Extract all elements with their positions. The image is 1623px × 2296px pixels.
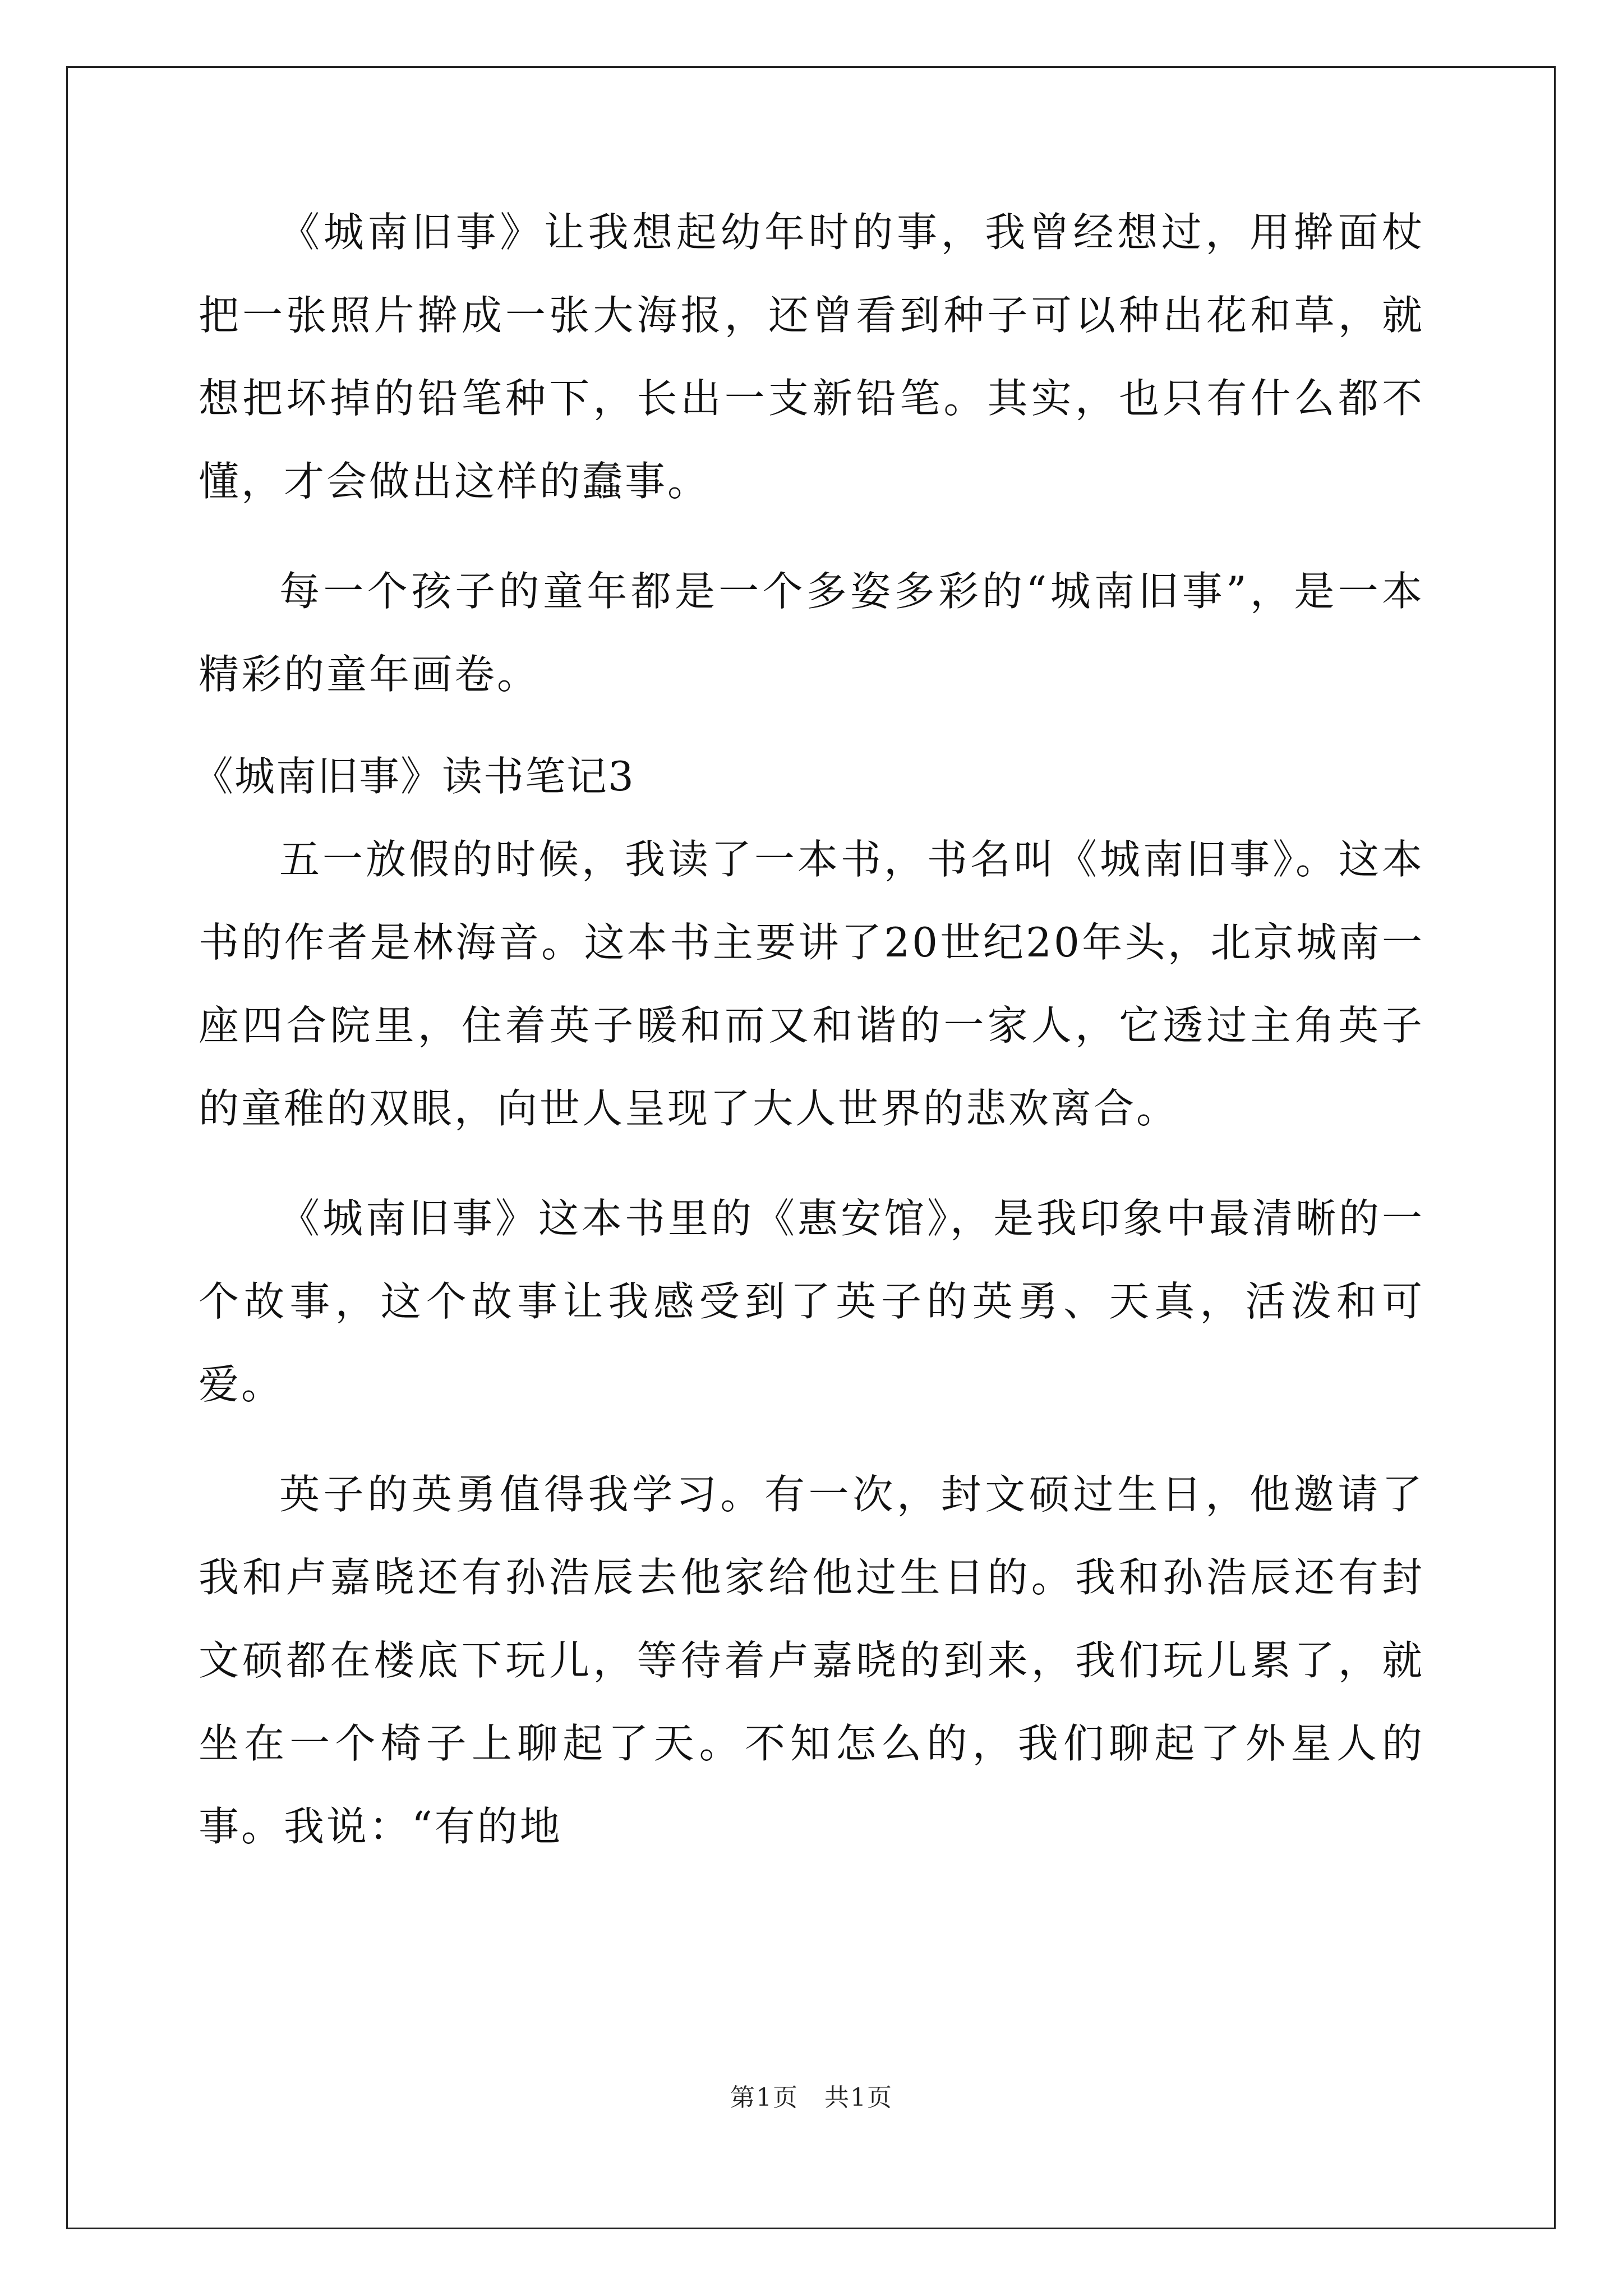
section-heading: 《城南旧事》读书笔记3 [193, 753, 635, 800]
paragraph-4: 《城南旧事》这本书里的《惠安馆》，是我印象中最清晰的一个故事，这个故事让我感受到了英子的英勇、天真，活泼和可爱。 [199, 1195, 1424, 1408]
paragraph-3: 五一放假的时候，我读了一本书，书名叫《城南旧事》。这本书的作者是林海音。这本书主要讲了20世纪20年头，北京城南一座四合院里，住着英子暖和而又和谐的一家人，它透过主角英子的童稚的双眼，向世人呈现了大人世界的悲欢离合。 [199, 836, 1424, 1132]
paragraph-1: 《城南旧事》让我想起幼年时的事，我曾经想过，用擀面杖把一张照片擀成一张大海报，还曾看到种子可以种出花和草，就想把坏掉的铅笔种下，长出一支新铅笔。其实，也只有什么都不懂，才会做出这样的蠢事。 [199, 209, 1424, 505]
paragraph-5: 英子的英勇值得我学习。有一次，封文硕过生日，他邀请了我和卢嘉晓还有孙浩辰去他家给他过生日的。我和孙浩辰还有封文硕都在楼底下玩儿，等待着卢嘉晓的到来，我们玩儿累了，就坐在一个椅子上聊起了天。不知怎么的，我们聊起了外星人的事。我说：“有的地 [199, 1471, 1424, 1850]
paragraph-2: 每一个孩子的童年都是一个多姿多彩的“城南旧事”，是一本精彩的童年画卷。 [199, 568, 1424, 698]
page-footer: 第1页 共1页 [730, 2083, 893, 2112]
document-body [193, 191, 1424, 1868]
